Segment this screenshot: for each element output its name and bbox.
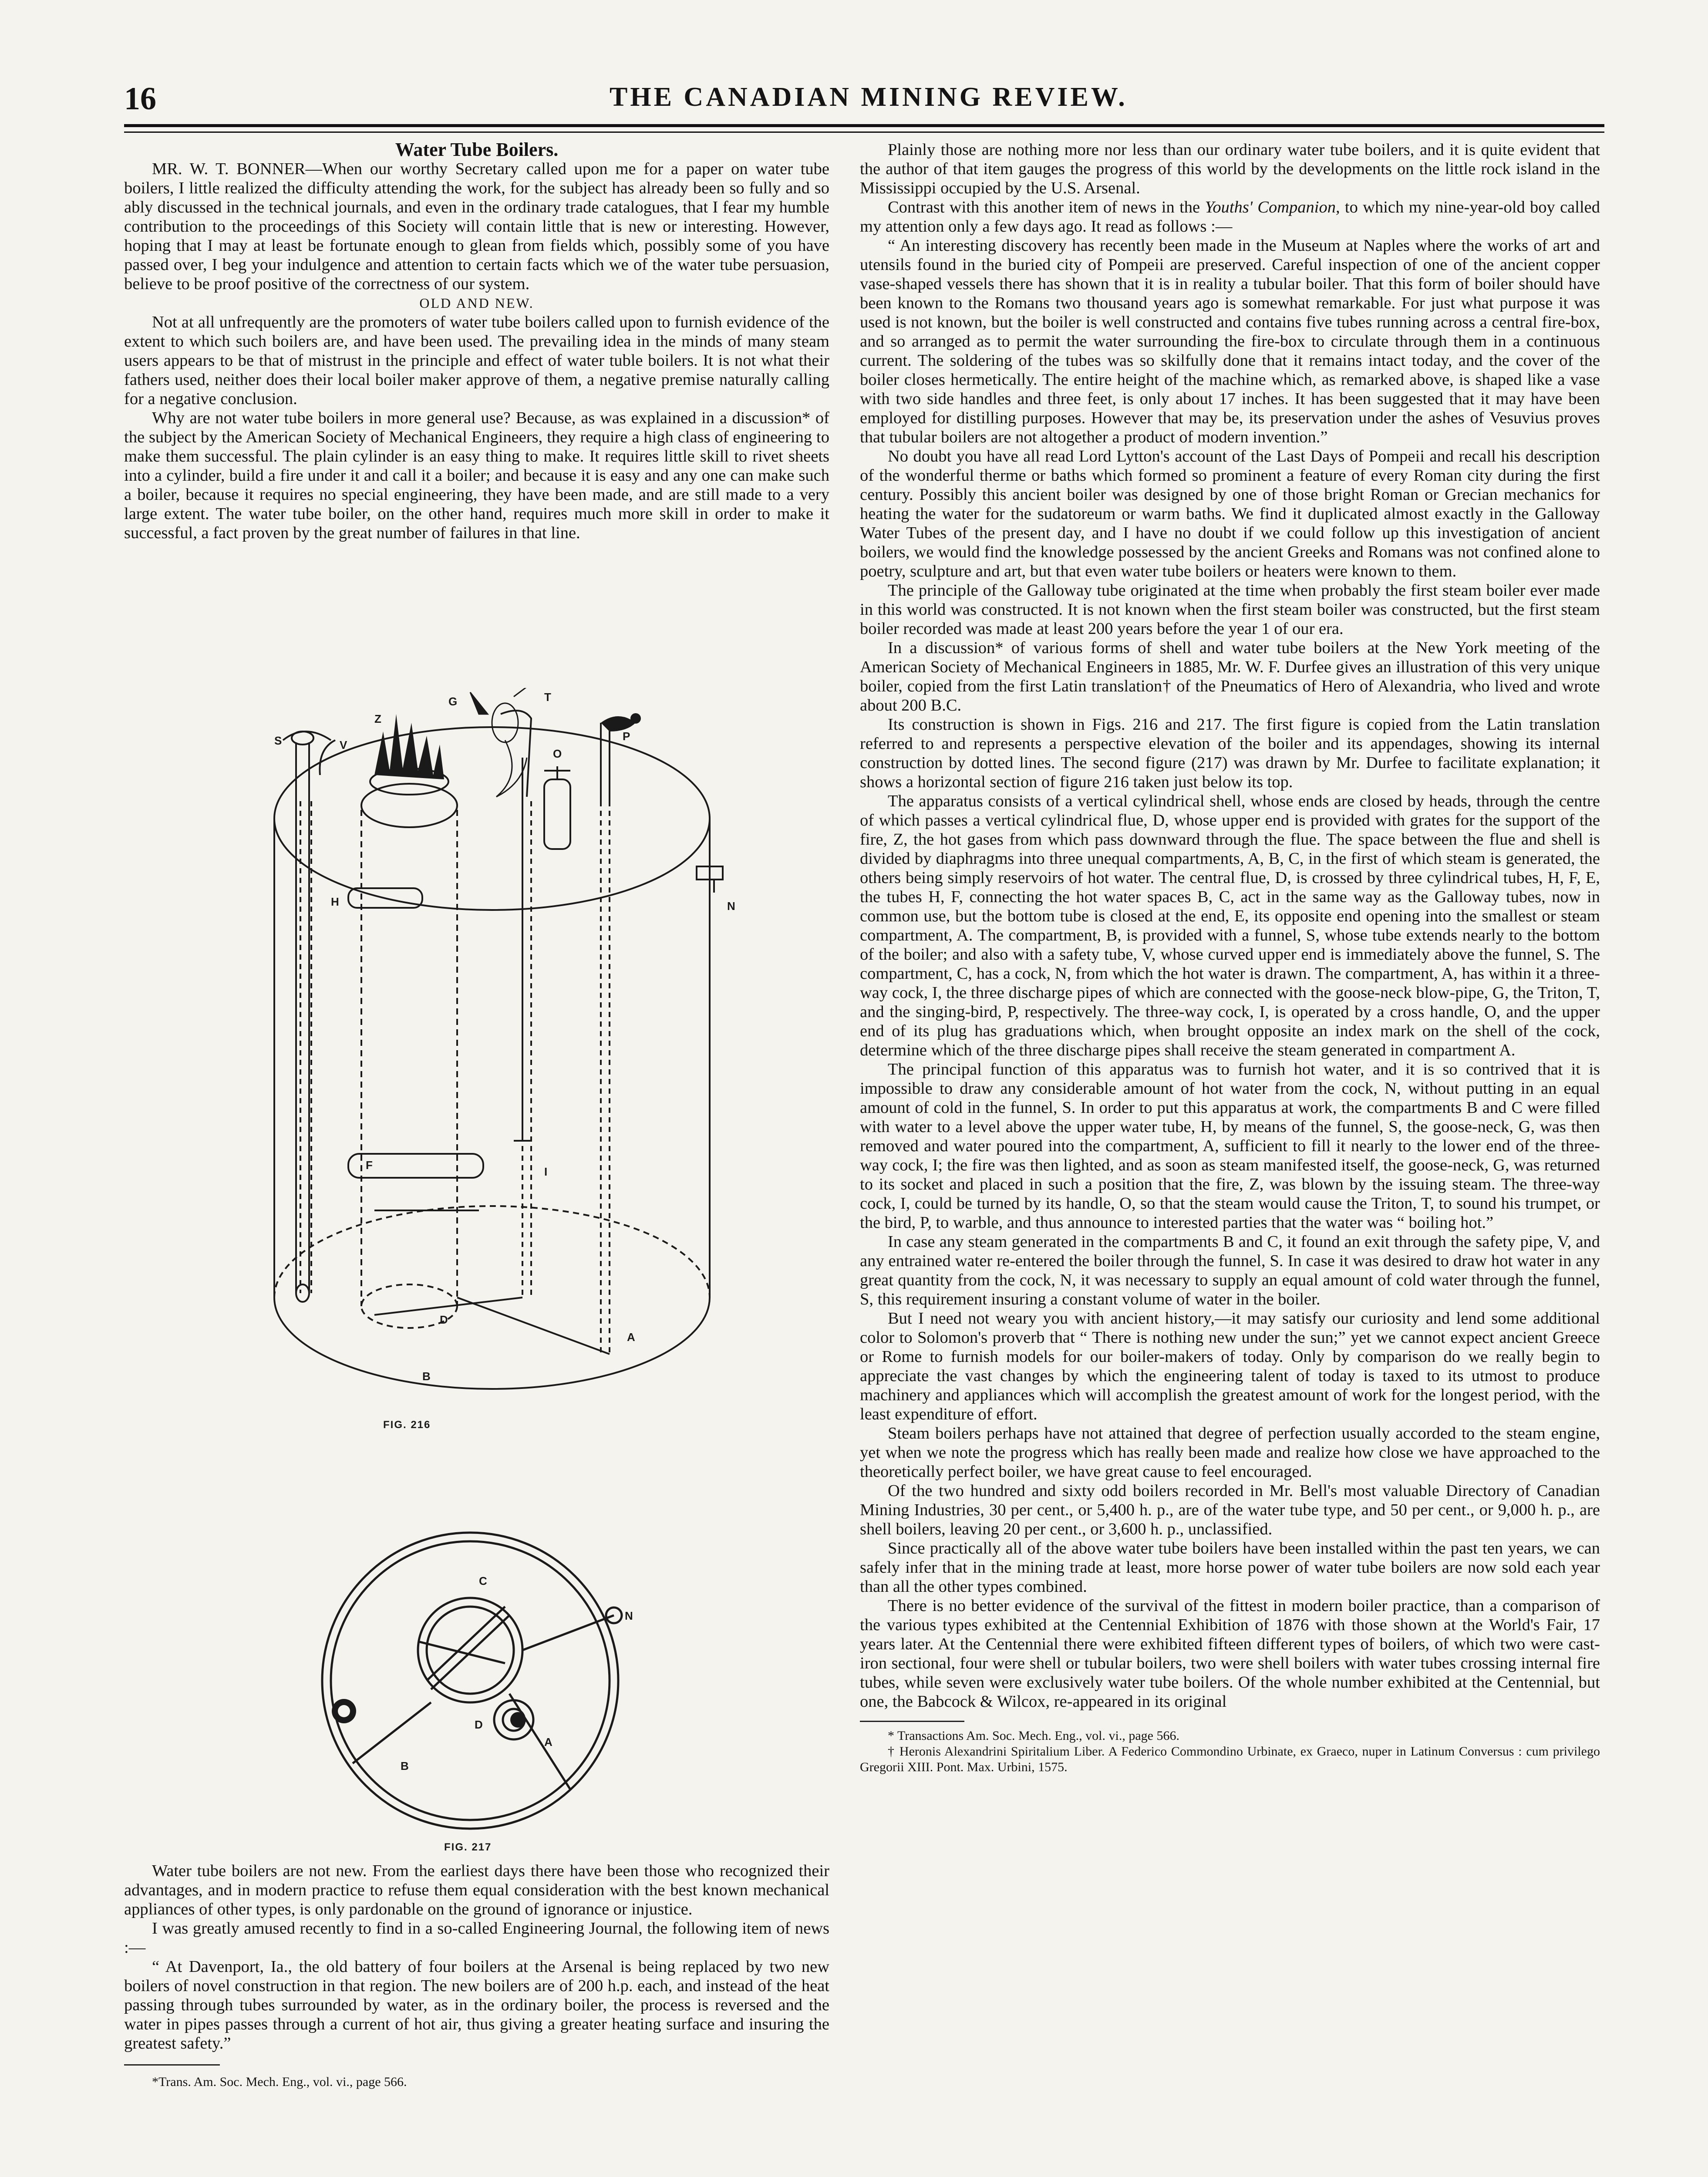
paragraph: Plainly those are nothing more nor less than our ordinary water tube boilers, and it is quite evident that the author of that item gauges the progress of this world by the developments on the little rock island in the Mississippi occupied by the U.S. Arsenal. bbox=[860, 141, 1600, 197]
fig216-label-O: O bbox=[553, 747, 562, 760]
paragraph: I was greatly amused recently to find in a so-called Engineering Journal, the following item of news :— bbox=[124, 1919, 829, 1957]
section-heading: OLD AND NEW. bbox=[419, 295, 534, 311]
fig216-label-Z: Z bbox=[374, 712, 381, 725]
intro-text: —When our worthy Secretary called upon me for a paper on water tube boilers, I little realized the difficulty attending the work, for the subject has already been so fully and so ably discussed in the technical journals, and even in the ordinary trade catalogues, that I fear my humble contribution to the proceedings of this Society will contain little that is new or interesting. However, hoping that I may at least be fortunate enough to glean from fields which, possibly some of you have passed over, I beg your indulgence and attention to certain facts which we of the water tube persuasion, believe to be proof positive of the correctness of our system. bbox=[124, 160, 829, 293]
fig216-label-G: G bbox=[448, 695, 458, 708]
paragraph: The principal function of this apparatus was to furnish hot water, and it is so contrived that it is impossible to draw any considerable amount of hot water from the cock, N, without putting in an equal amount of cold in the funnel, S. In order to put this apparatus at work, the compartments B and C were filled with water to a level above the upper water tube, H, by means of the funnel, S, the goose-neck, G, was then removed and water poured into the compartment, A, sufficient to fill it nearly to the lower end of the three-way cock, I; the fire was then lighted, and as soon as steam manifested itself, the goose-neck, G, was returned to its socket and placed in such a position that the fire, Z, was blown by the issuing steam. The three-way cock, I, could be turned by its handle, O, so that the steam would cause the Triton, T, to sound his trumpet, or the bird, P, to warble, and thus announce to interested parties that the water was “ boiling hot.” bbox=[860, 1060, 1600, 1232]
fig217-label-D: D bbox=[475, 1718, 483, 1731]
paragraph: No doubt you have all read Lord Lytton's account of the Last Days of Pompeii and recall his description of the wonderful therme or baths which formed so prominent a feature of every Roman city during the first century. Possibly this ancient boiler was designed by one of those bright Roman or Grecian mechanics for heating the water for the sudatoreum or warm baths. We find it duplicated almost exactly in the Galloway Water Tubes of the present day, and I have no doubt if we could follow up this investigation of ancient boilers, we would find the knowledge possessed by the ancient Greeks and Romans was not confined alone to poetry, sculpture and art, but that even water tube boilers or heaters were known to them. bbox=[860, 447, 1600, 580]
fig216-label-H: H bbox=[331, 895, 339, 908]
fig217-label-N: N bbox=[625, 1609, 633, 1622]
quotation: “ An interesting discovery has recently been made in the Museum at Naples where the works of art and utensils found in the buried city of Pompeii are preserved. Careful inspection of one of the ancient copper vase-shaped vessels there has shown that it is in reality a tubular boiler. That this form of boiler should have been known to the Romans two thousand years ago is somewhat remarkable. For just what purpose it was used is not known, but the boiler is well constructed and contains five tubes running across a central fire-box, and so arranged as to permit the water surrounding the fire-box to circulate through them in a continuous current. The soldering of the tubes was so skilfully done that it remains intact today, and the cover of the boiler closes hermetically. The entire height of the machine which, as remarked above, is shaped like a vase with two side handles and three feet, is only about 17 inches. It has been suggested that it may have been employed for distilling purposes. However that may be, its preservation under the ashes of Vesuvius proves that tubular boilers are not altogether a product of modern invention.” bbox=[860, 236, 1600, 446]
shell-outer bbox=[322, 1533, 618, 1829]
footnote-rule bbox=[860, 1721, 964, 1722]
fig217-label-B: B bbox=[401, 1759, 409, 1773]
fig216-label-F: F bbox=[366, 1159, 373, 1172]
fig216-label-D: D bbox=[440, 1313, 448, 1326]
left-column-bottom bbox=[124, 1861, 829, 2090]
fig216-label-V: V bbox=[340, 738, 347, 752]
figure-216 bbox=[244, 688, 749, 1441]
fig216-label-I: I bbox=[544, 1165, 548, 1178]
paragraph: The apparatus consists of a vertical cylindrical shell, whose ends are closed by heads, through the centre of which passes a vertical cylindrical flue, D, whose upper end is provided with grates for the support of the fire, Z, the hot gases from which pass downward through the flue. The space between the flue and shell is divided by diaphragms into three unequal compartments, A, B, C, in the first of which steam is generated, the others being simply reservoirs of hot water. The central flue, D, is crossed by three cylindrical tubes, H, F, E, the tubes H, F, connecting the hot water spaces B, C, act in the same way as the Galloway tubes, now in common use, but the bottom tube is closed at the end, E, its opposite end opening into the smallest or steam compartment, A. The compartment, B, is provided with a funnel, S, whose tube extends nearly to the bottom of the boiler; and also with a safety tube, V, whose curved upper end is immediately above the funnel, S. The compartment, C, has a cock, N, from which the hot water is drawn. The compartment, A, has within it a three-way cock, I, the three discharge pipes of which are connected with the goose-neck blow-pipe, G, the Triton, T, and the singing-bird, P, respectively. The three-way cock, I, is operated by a cross handle, O, and the upper end of its plug has graduations which, when brought opposite an index mark on the shell of the cock, determine which of the three discharge pipes shall receive the steam generated in compartment A. bbox=[860, 792, 1600, 1059]
paragraph: Since practically all of the above water tube boilers have been installed within the past ten years, we can safely infer that in the mining trade at least, more horse power of water tube boilers are now sold each year than all the other types combined. bbox=[860, 1539, 1600, 1596]
paragraph: Why are not water tube boilers in more general use? Because, as was explained in a discussion* of the subject by the American Society of Mechanical Engineers, they require a high class of engineering to make them successful. The plain cylinder is an easy thing to make. It requires little skill to rivet sheets into a cylinder, build a fire under it and call it a boiler; and because it is easy and any one can make such a boiler, because it requires no special engineering, they have been made, and are still made to a very large extent. The water tube boiler, on the other hand, requires much more skill in order to make it successful, a fact proven by the great number of failures in that line. bbox=[124, 409, 829, 542]
paragraph: Of the two hundred and sixty odd boilers recorded in Mr. Bell's most valuable Directory of Canadian Mining Industries, 30 per cent., or 5,400 h. p., are of the water tube type, and 50 per cent., or 9,000 h. p., are shell boilers, leaving 20 per cent., or 3,600 h. p., unclassified. bbox=[860, 1482, 1600, 1538]
fig216-label-P: P bbox=[623, 730, 630, 743]
boiler-top-rim bbox=[274, 727, 710, 910]
paragraph: Not at all unfrequently are the promoters of water tube boilers called upon to furnish evidence of the extent to which such boilers are, and have been used. The prevailing idea in the minds of many steam users appears to be that of mistrust in the principle and effect of water tuble boilers. It is not what their fathers used, neither does their local boiler maker approve of them, a negative premise naturally calling for a negative conclusion. bbox=[124, 313, 829, 408]
fig216-label-T: T bbox=[544, 691, 551, 704]
fire-flames bbox=[374, 714, 444, 779]
fig217-caption: FIG. 217 bbox=[444, 1841, 492, 1853]
singing-bird bbox=[601, 713, 641, 731]
article-title: Water Tube Boilers. bbox=[395, 139, 559, 160]
speaker-name: MR. W. T. BONNER bbox=[152, 160, 306, 178]
footnote-rule bbox=[124, 2064, 220, 2066]
fig216-label-A: A bbox=[627, 1331, 635, 1344]
figure-217 bbox=[300, 1520, 692, 1855]
footnote: † Heronis Alexandrini Spiritalium Liber. A Federico Commondino Urbinate, ex Graeco, nuper in Latinum Conversus : cum privilego Gregorii XIII. Pont. Max. Urbini, 1575. bbox=[860, 1744, 1600, 1774]
footnote: *Trans. Am. Soc. Mech. Eng., vol. vi., page 566. bbox=[152, 2075, 407, 2089]
paragraph: The principle of the Galloway tube originated at the time when probably the first steam boiler ever made in this world was constructed. It is not known when the first steam boiler was constructed, but the first steam boiler recorded was made at least 200 years before the year 1 of our era. bbox=[860, 581, 1600, 638]
fig217-label-A: A bbox=[544, 1736, 552, 1749]
fig216-caption: FIG. 216 bbox=[383, 1419, 431, 1431]
paragraph: But I need not weary you with ancient history,—it may satisfy our curiosity and lend some additional color to Solomon's proverb that “ There is nothing new under the sun;” yet we cannot expect ancient Greece or Rome to furnish models for our boiler-makers of today. Only by comparison do we really begin to appreciate the vast changes by which the engineering talent of today is taxed to its utmost to produce machinery and appliances which will accomplish the greatest amount of work for the longest period, with the least expenditure of effort. bbox=[860, 1309, 1600, 1423]
text-span: Contrast with this another item of news in the bbox=[888, 198, 1205, 216]
right-column bbox=[860, 140, 1600, 1775]
paragraph: There is no better evidence of the survival of the fittest in modern boiler practice, than a comparison of the various types exhibited at the Centennial Exhibition of 1876 with those shown at the World's Fair, 17 years later. At the Centennial there were exhibited fifteen different types of boilers, of which two were cast-iron sectional, four were shell or tubular boilers, two were shell boilers with water tubes crossing internal fire tubes, while seven were exclusively water tube boilers. Of the whole number exhibited at the Centennial, but one, the Babcock & Wilcox, re-appeared in its original bbox=[860, 1597, 1600, 1711]
paragraph: Water tube boilers are not new. From the earliest days there have been those who recognized their advantages, and in modern practice to refuse them equal consideration with the best known mechanical appliances of other types, is only pardonable on the ground of ignorance or injustice. bbox=[124, 1862, 829, 1918]
quotation: “ At Davenport, Ia., the old battery of four boilers at the Arsenal is being replaced by two new boilers of novel construction in that region. The new boilers are of 200 h.p. each, and instead of the heat passing through tubes surrounded by water, as in the ordinary boiler, the process is reversed and the water in pipes passes through a current of hot air, thus giving a greater heating surface and insuring the greatest safety.” bbox=[124, 1958, 829, 2052]
paragraph: Steam boilers perhaps have not attained that degree of perfection usually accorded to the steam engine, yet when we note the progress which has really been made and realize how close we have approached to the theoretically perfect boiler, we have great cause to feel encouraged. bbox=[860, 1424, 1600, 1481]
fig217-label-C: C bbox=[479, 1574, 487, 1587]
fig216-label-S: S bbox=[274, 734, 282, 747]
intro-paragraph bbox=[124, 159, 829, 293]
paragraph: Its construction is shown in Figs. 216 and 217. The first figure is copied from the Latin translation referred to and represents a perspective elevation of the boiler and its appendages, showing its internal construction by dotted lines. The second figure (217) was drawn by Mr. Durfee to facilitate explanation; it shows a horizontal section of figure 216 taken just below its top. bbox=[860, 715, 1600, 791]
paragraph: In a discussion* of various forms of shell and water tube boilers at the New York meeting of the American Society of Mechanical Engineers in 1885, Mr. W. F. Durfee gives an illustration of this very unique boiler, copied from the first Latin translation† of the Pneumatics of Hero of Alexandria, who lived and wrote about 200 B.C. bbox=[860, 639, 1600, 714]
paragraph bbox=[860, 198, 1600, 236]
footnote: * Transactions Am. Soc. Mech. Eng., vol. vi., page 566. bbox=[888, 1729, 1179, 1743]
three-way-cock-section bbox=[510, 1712, 526, 1728]
header-rule bbox=[124, 124, 1604, 127]
publication-name: Youths' Companion, bbox=[1205, 198, 1340, 216]
fig216-label-N: N bbox=[727, 900, 735, 913]
text-span: to which my nine-year-old boy called my attention only a few days ago. It read as follows :— bbox=[860, 198, 1600, 236]
paragraph: In case any steam generated in the compartments B and C, it found an exit through the safety pipe, V, and any entrained water re-entered the boiler through the funnel, S. In case it was desired to draw hot water in any great quantity from the cock, N, it was necessary to supply an equal amount of cold water through the funnel, S, this requirement insuring a constant volume of water in the boiler. bbox=[860, 1233, 1600, 1308]
header-rule-thin bbox=[124, 131, 1604, 133]
fig216-label-B: B bbox=[422, 1370, 431, 1383]
left-column-top bbox=[124, 140, 829, 543]
page-number: 16 bbox=[124, 81, 156, 117]
running-title: THE CANADIAN MINING REVIEW. bbox=[610, 82, 1128, 112]
